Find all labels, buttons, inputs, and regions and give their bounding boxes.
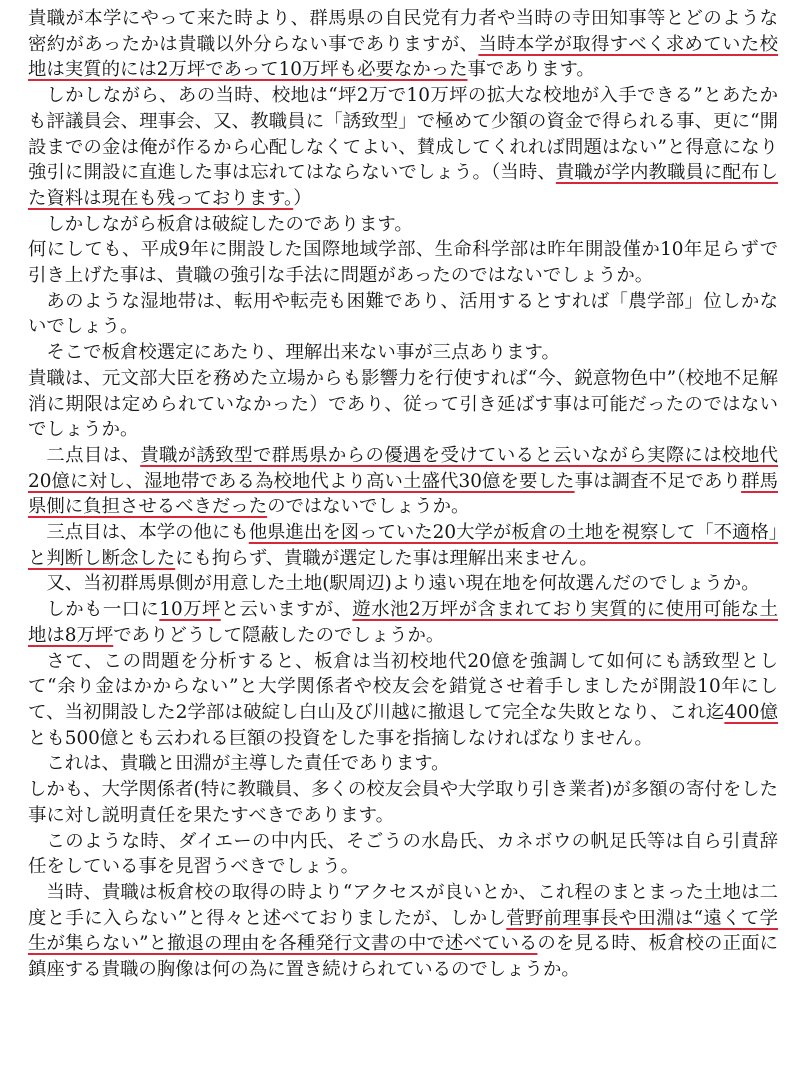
paragraph (28, 649, 778, 752)
paragraph (28, 751, 778, 777)
paragraph (28, 597, 778, 648)
underlined-text: 遊水池2万坪が含まれており実質的に使用可能な土地は8万坪 (28, 599, 778, 646)
paragraph-text: ） (293, 187, 312, 209)
paragraph-text: そこで板倉校選定にあたり、理解出来ない事が三点あります。 (46, 342, 560, 364)
paragraph (28, 880, 778, 983)
underlined-text: 菅野前理事長や田淵は“遠くて学生が集らない”と撤退の理由を各種発行文書の中で述べている (28, 907, 779, 955)
paragraph-text: しかしながら板倉は破綻したのであります。 (46, 213, 413, 235)
paragraph (28, 443, 778, 520)
paragraph-text: とも500億とも云われる巨額の投資をした事を指摘しなければなりません。 (28, 727, 653, 749)
paragraph-text: のではないでしょうか。 (267, 496, 470, 518)
paragraph-text: 二点目は、 (46, 444, 141, 466)
paragraph-text: 何にしても、平成9年に開設した国際地域学部、生命科学部は昨年開設僅か10年足らずで引き上げた事は、貴職の強引な手法に問題があったのではないでしょうか。 (28, 239, 778, 287)
paragraph (28, 366, 778, 443)
paragraph (28, 237, 778, 288)
underlined-text: 10万坪 (159, 599, 221, 621)
paragraph (28, 289, 778, 340)
paragraph-text: にも拘らず、貴職が選定した事は理解出来ません。 (175, 547, 598, 569)
underlined-text: 当時本学が取得すべく求めていた校地は実質的には2万坪であって10万坪も必要なかった (28, 33, 778, 81)
paragraph (28, 571, 778, 597)
paragraph (28, 83, 778, 212)
paragraph-text: 事は調査不足であり (574, 470, 742, 492)
paragraph-text: 貴職が本学にやって来た時より、群馬県の自民党有力者や当時の寺田知事等とどのような密約があったかは貴職以外分らない事でありますが、 (28, 8, 778, 55)
paragraph-text: 貴職は、元文部大臣を務めた立場からも影響力を行使すれば“今、鋭意物色中”（校地不足解消に期限は定められていなかった）であり、従って引き延ばす事は可能だったのではないでしょうか。 (28, 367, 778, 441)
paragraph-text: しかしながら、あの当時、校地は“坪2万で10万坪の拡大な校地が入手できる”とあたかも評議員会、理事会、又、教職員に「誘致型」で極めて少額の資金で得られる事、更に“開設までの金は俺が作るから心配しなくてよい、賛成してくれれば問題はない”と得意になり強引に開設に直進した事は忘れてはならないでしょう。（当時、 (28, 85, 778, 184)
paragraph-text: さて、この問題を分析すると、板倉は当初校地代20億を強調して如何にも誘致型として“余り金はかからない”と大学関係者や校友会を錯覚させ着手しましたが開設10年にして、当初開設した2学部は破綻し白山及び川越に撤退して完全な失敗となり、これ迄 (28, 650, 778, 723)
paragraph-text: 三点目は、本学の他にも (46, 522, 249, 544)
paragraph-text: 当時、貴職は板倉校の取得の時より“アクセスが良いとか、これ程のまとまった土地は二度と手に入らない”と得々と述べておりましたが、しかし (28, 881, 778, 929)
paragraph-text: しかも、大学関係者(特に教職員、多くの校友会員や大学取り引き業者)が多額の寄付をした事に対し説明責任を果たすべきであります。 (28, 779, 778, 826)
paragraph-text: と云いますが、 (220, 599, 353, 621)
paragraph (28, 340, 778, 366)
document-body-text (28, 6, 778, 983)
paragraph (28, 777, 778, 828)
underlined-text: 他県進出を図っていた20大学が板倉の土地を視察して「不適格」と判断し断念した (28, 522, 778, 569)
paragraph (28, 212, 778, 238)
underlined-text: 400億 (724, 701, 778, 723)
paragraph-text: あのような湿地帯は、転用や転売も困難であり、活用するとすれば「農学部」位しかないでしょう。 (28, 290, 778, 338)
underlined-text: 群馬県側に負担させるべきだった (28, 470, 778, 518)
paragraph (28, 520, 778, 571)
paragraph (28, 6, 778, 83)
paragraph-text: でありどうして隠蔽したのでしょうか。 (113, 624, 445, 646)
paragraph-text: のを見る時、板倉校の正面に鎮座する貴職の胸像は何の為に置き続けられているのでしょうか。 (28, 933, 778, 981)
paragraph-text: 又、当初群馬県側が用意した土地(駅周辺)より遠い現在地を何故選んだのでしょうか。 (46, 573, 760, 595)
underlined-text: 貴職が誘致型で群馬県からの優遇を受けていると云いながら実際には校地代20億に対し、湿地帯である為校地代より高い土盛代30億を要した (28, 444, 778, 492)
paragraph-text: このような時、ダイエーの中内氏、そごうの水島氏、カネボウの帆足氏等は自ら引責辞任をしている事を見習うべきでしょう。 (28, 830, 778, 878)
underlined-text: 貴職が学内教職員に配布した資料は現在も残っております。 (28, 162, 778, 209)
paragraph-text: 事であります。 (467, 59, 595, 81)
paragraph-text: しかも一口に (46, 599, 160, 621)
paragraph-text: これは、貴職と田淵が主導した責任であります。 (46, 753, 450, 775)
paragraph (28, 829, 778, 880)
